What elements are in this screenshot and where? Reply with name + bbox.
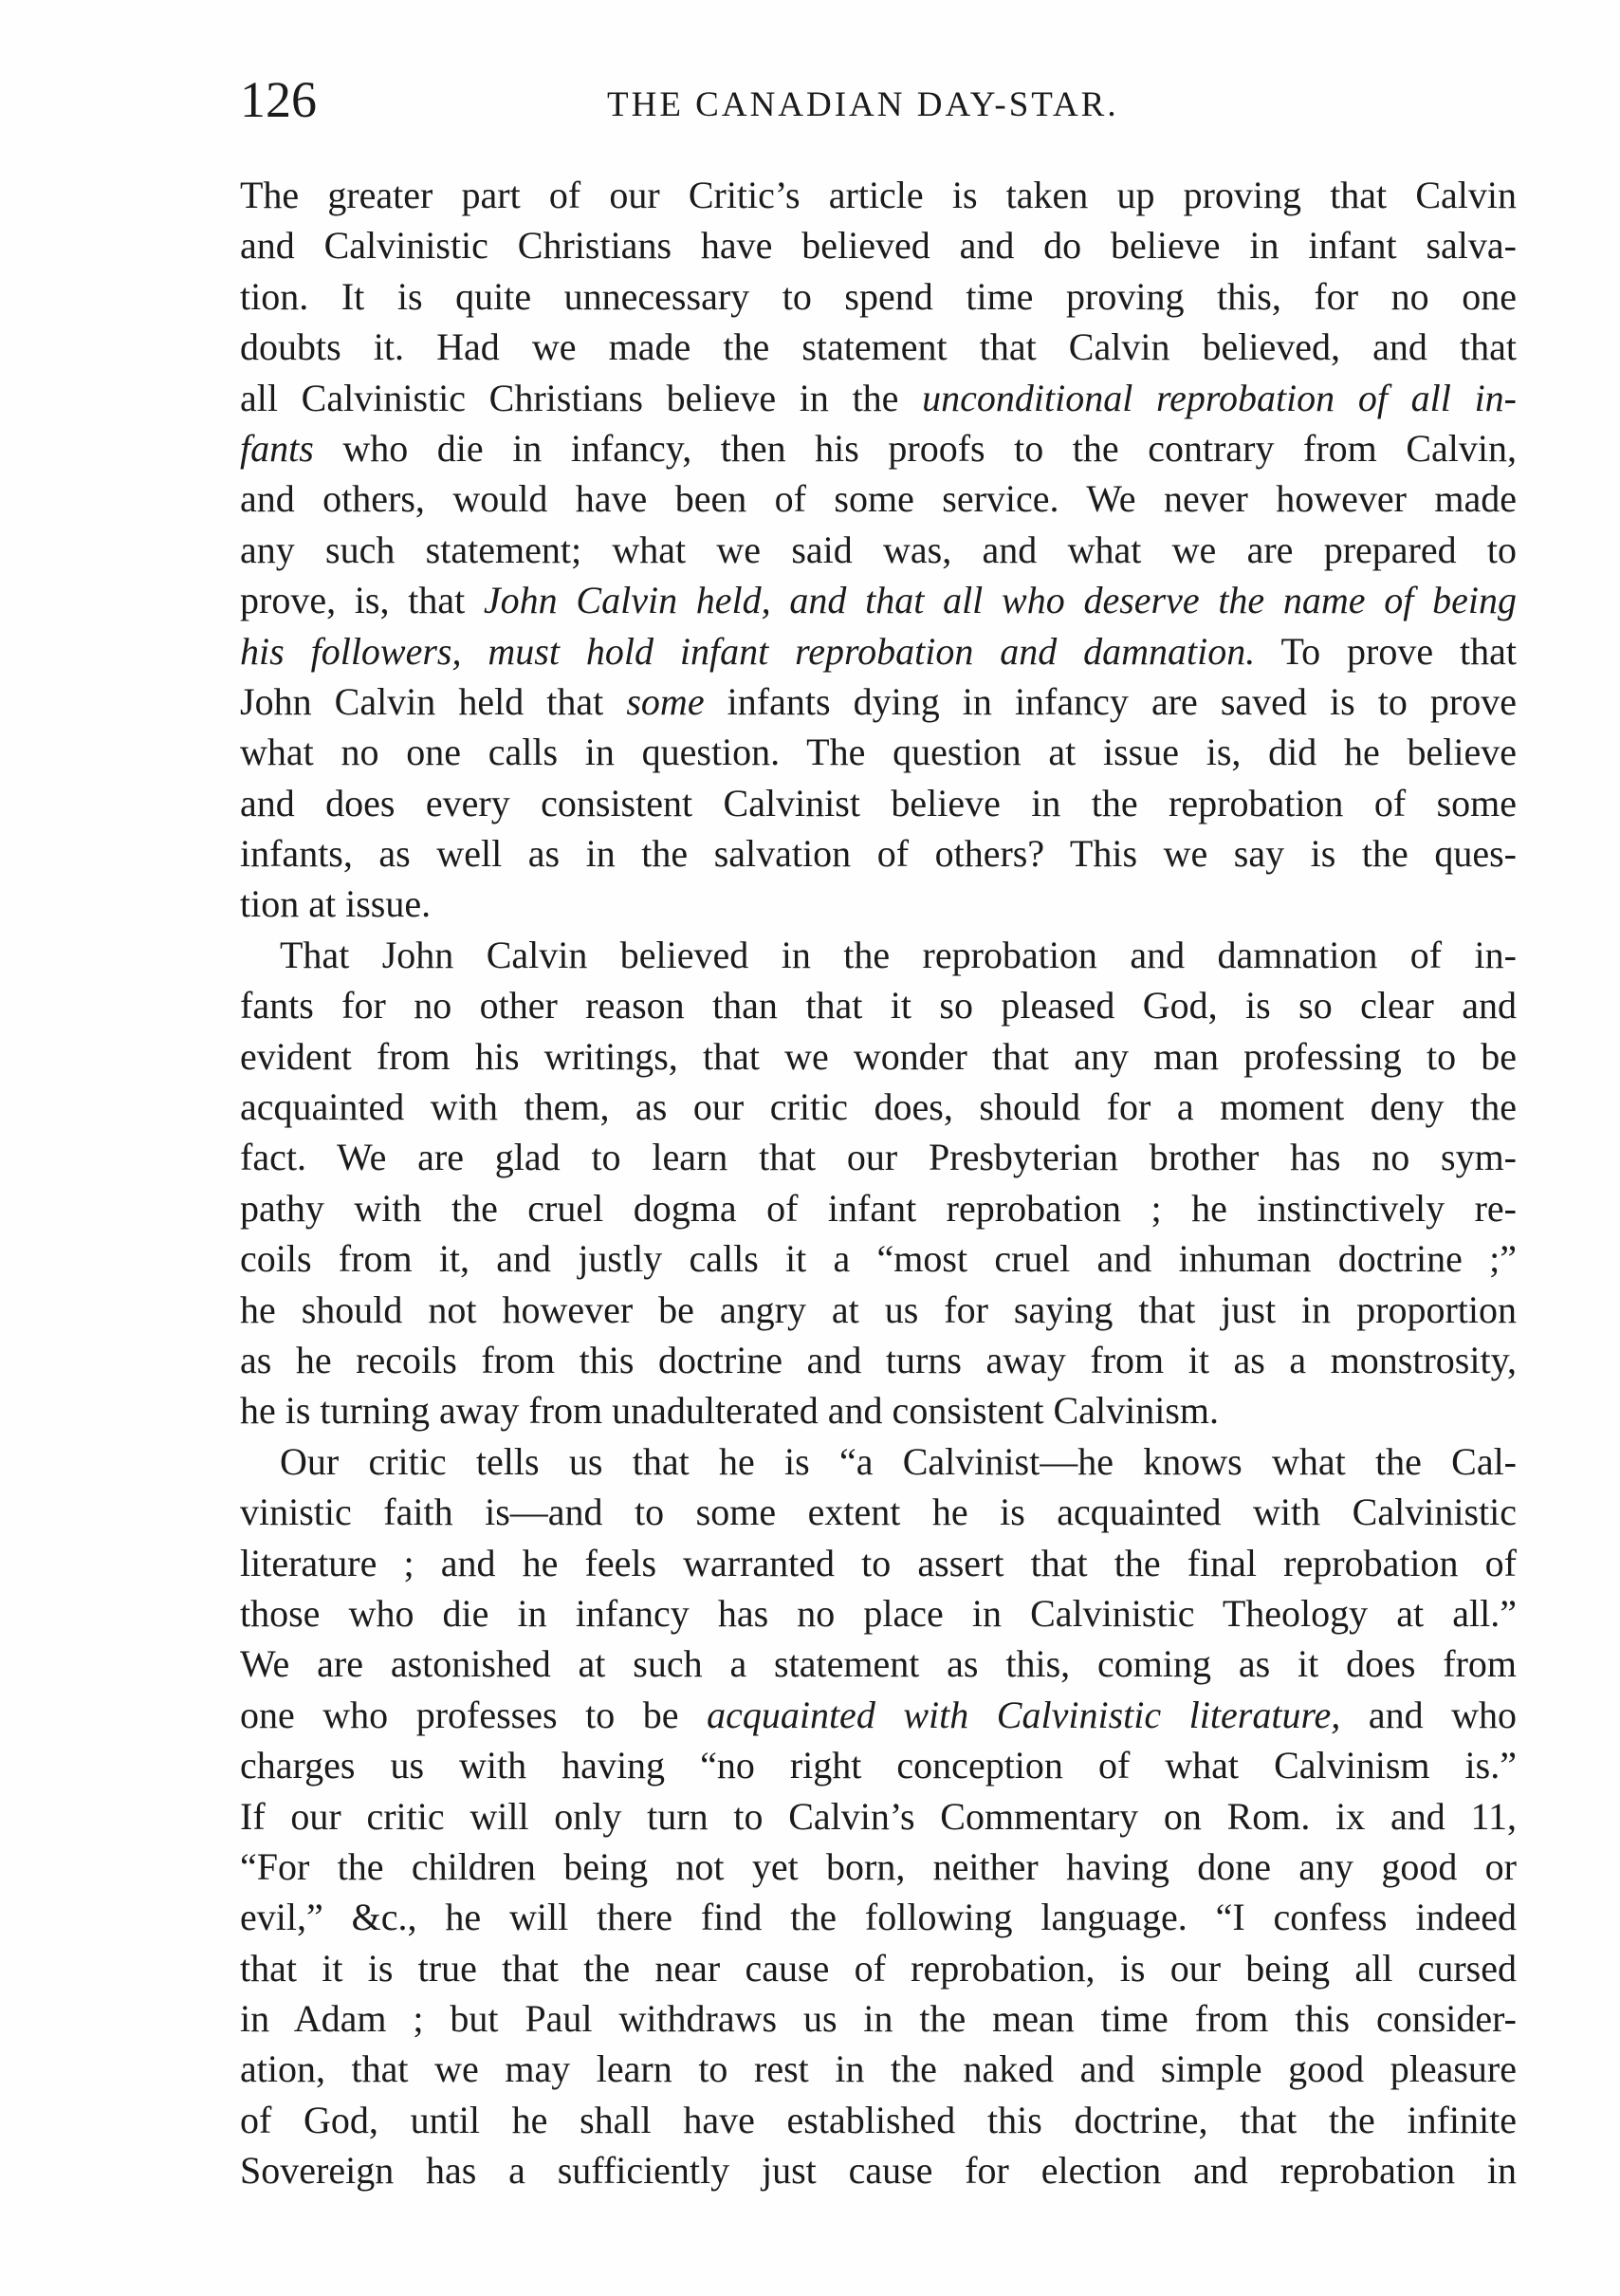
text-span: all Calvinistic Christians believe in the <box>240 376 923 419</box>
body-text <box>240 170 1517 2196</box>
text-line: Sovereign has a sufficiently just cause for election and reprobation in <box>240 2149 1517 2193</box>
italic-text-span: unconditional reprobation of all in- <box>922 376 1517 419</box>
text-span: John Calvin held that <box>240 679 627 723</box>
text-line: what no one calls in question. The question at issue is, did he believe <box>240 731 1517 774</box>
text-line: Our critic tells us that he is “a Calvinist—he knows what the Cal- <box>280 1439 1517 1483</box>
text-line: The greater part of our Critic’s article is taken up proving that Calvin <box>240 174 1517 216</box>
text-span: and who <box>1340 1693 1518 1736</box>
text-line <box>240 373 1517 423</box>
text-line <box>240 626 1517 676</box>
text-line: he is turning away from unadulterated and consistent Calvinism. <box>240 1389 1219 1433</box>
text-line: If our critic will only turn to Calvin’s Commentary on Rom. ix and 11, <box>240 1794 1517 1838</box>
text-line: evil,” &c., he will there find the following language. “I confess indeed <box>240 1896 1517 1939</box>
text-line: evident from his writings, that we wonder that any man professing to be <box>240 1034 1517 1078</box>
text-line <box>240 423 1517 473</box>
italic-text-span: fants <box>240 426 314 470</box>
text-span: To prove that <box>1255 629 1517 673</box>
italic-text-span: acquainted with Calvinistic literature, <box>707 1693 1341 1736</box>
text-line <box>240 1690 1517 1740</box>
text-span: prove, is, that <box>240 579 484 622</box>
paragraph <box>240 930 1517 1436</box>
text-line: and Calvinistic Christians have believed and do believe in infant salva- <box>240 224 1517 268</box>
text-line: vinistic faith is—and to some extent he is acquainted with Calvinistic <box>240 1491 1517 1534</box>
page-number: 126 <box>240 71 317 128</box>
text-line: of God, until he shall have established this doctrine, that the infinite <box>240 2098 1517 2141</box>
text-line: That John Calvin believed in the reprobation and damnation of in- <box>280 933 1517 976</box>
text-line: and others, would have been of some service. We never however made <box>240 477 1517 521</box>
text-line: “For the children being not yet born, neither having done any good or <box>240 1844 1517 1888</box>
text-line <box>240 676 1517 727</box>
text-line: that it is true that the near cause of reprobation, is our being all cursed <box>240 1946 1517 1990</box>
text-line: coils from it, and justly calls it a “most cruel and inhuman doctrine ;” <box>240 1237 1517 1281</box>
text-line: in Adam ; but Paul withdraws us in the mean time from this consider- <box>240 1997 1517 2041</box>
text-line: he should not however be angry at us for saying that just in proportion <box>240 1287 1517 1331</box>
italic-text-span: John Calvin held, and that all who deserve the name of being <box>483 579 1517 622</box>
text-line: tion at issue. <box>240 882 432 926</box>
text-line: fants for no other reason than that it so pleased God, is so clear and <box>240 984 1517 1028</box>
text-line: tion. It is quite unnecessary to spend time proving this, for no one <box>240 274 1517 318</box>
text-line: fact. We are glad to learn that our Presbyterian brother has no sym- <box>240 1136 1517 1179</box>
text-line: and does every consistent Calvinist believe in the reprobation of some <box>240 781 1517 824</box>
text-line: charges us with having “no right conception of what Calvinism is.” <box>240 1744 1517 1787</box>
text-span: who die in infancy, then his proofs to the contrary from Calvin, <box>313 426 1517 470</box>
text-line: acquainted with them, as our critic does, should for a moment deny the <box>240 1085 1517 1129</box>
text-line: doubts it. Had we made the statement that Calvin believed, and that <box>240 325 1517 369</box>
text-span: one who professes to be <box>240 1693 708 1736</box>
text-line: literature ; and he feels warranted to assert that the final reprobation of <box>240 1541 1517 1584</box>
text-span: infants dying in infancy are saved is to prove <box>704 679 1517 723</box>
italic-text-span: his followers, must hold infant reprobation and damnation. <box>240 629 1256 673</box>
text-line: as he recoils from this doctrine and turns away from it as a monstrosity, <box>240 1338 1517 1381</box>
text-line: infants, as well as in the salvation of others? This we say is the ques- <box>240 832 1517 876</box>
text-line <box>240 575 1517 625</box>
paragraph <box>240 1436 1517 2196</box>
text-line: any such statement; what we said was, and what we are prepared to <box>240 528 1517 571</box>
text-line: ation, that we may learn to rest in the naked and simple good pleasure <box>240 2047 1517 2091</box>
text-line: We are astonished at such a statement as this, coming as it does from <box>240 1642 1517 1686</box>
paragraph <box>240 170 1517 930</box>
text-line: those who die in infancy has no place in Calvinistic Theology at all.” <box>240 1591 1517 1635</box>
italic-text-span: some <box>626 679 705 723</box>
running-head: THE CANADIAN DAY-STAR. <box>607 85 1119 124</box>
text-line: pathy with the cruel dogma of infant reprobation ; he instinctively re- <box>240 1186 1517 1230</box>
